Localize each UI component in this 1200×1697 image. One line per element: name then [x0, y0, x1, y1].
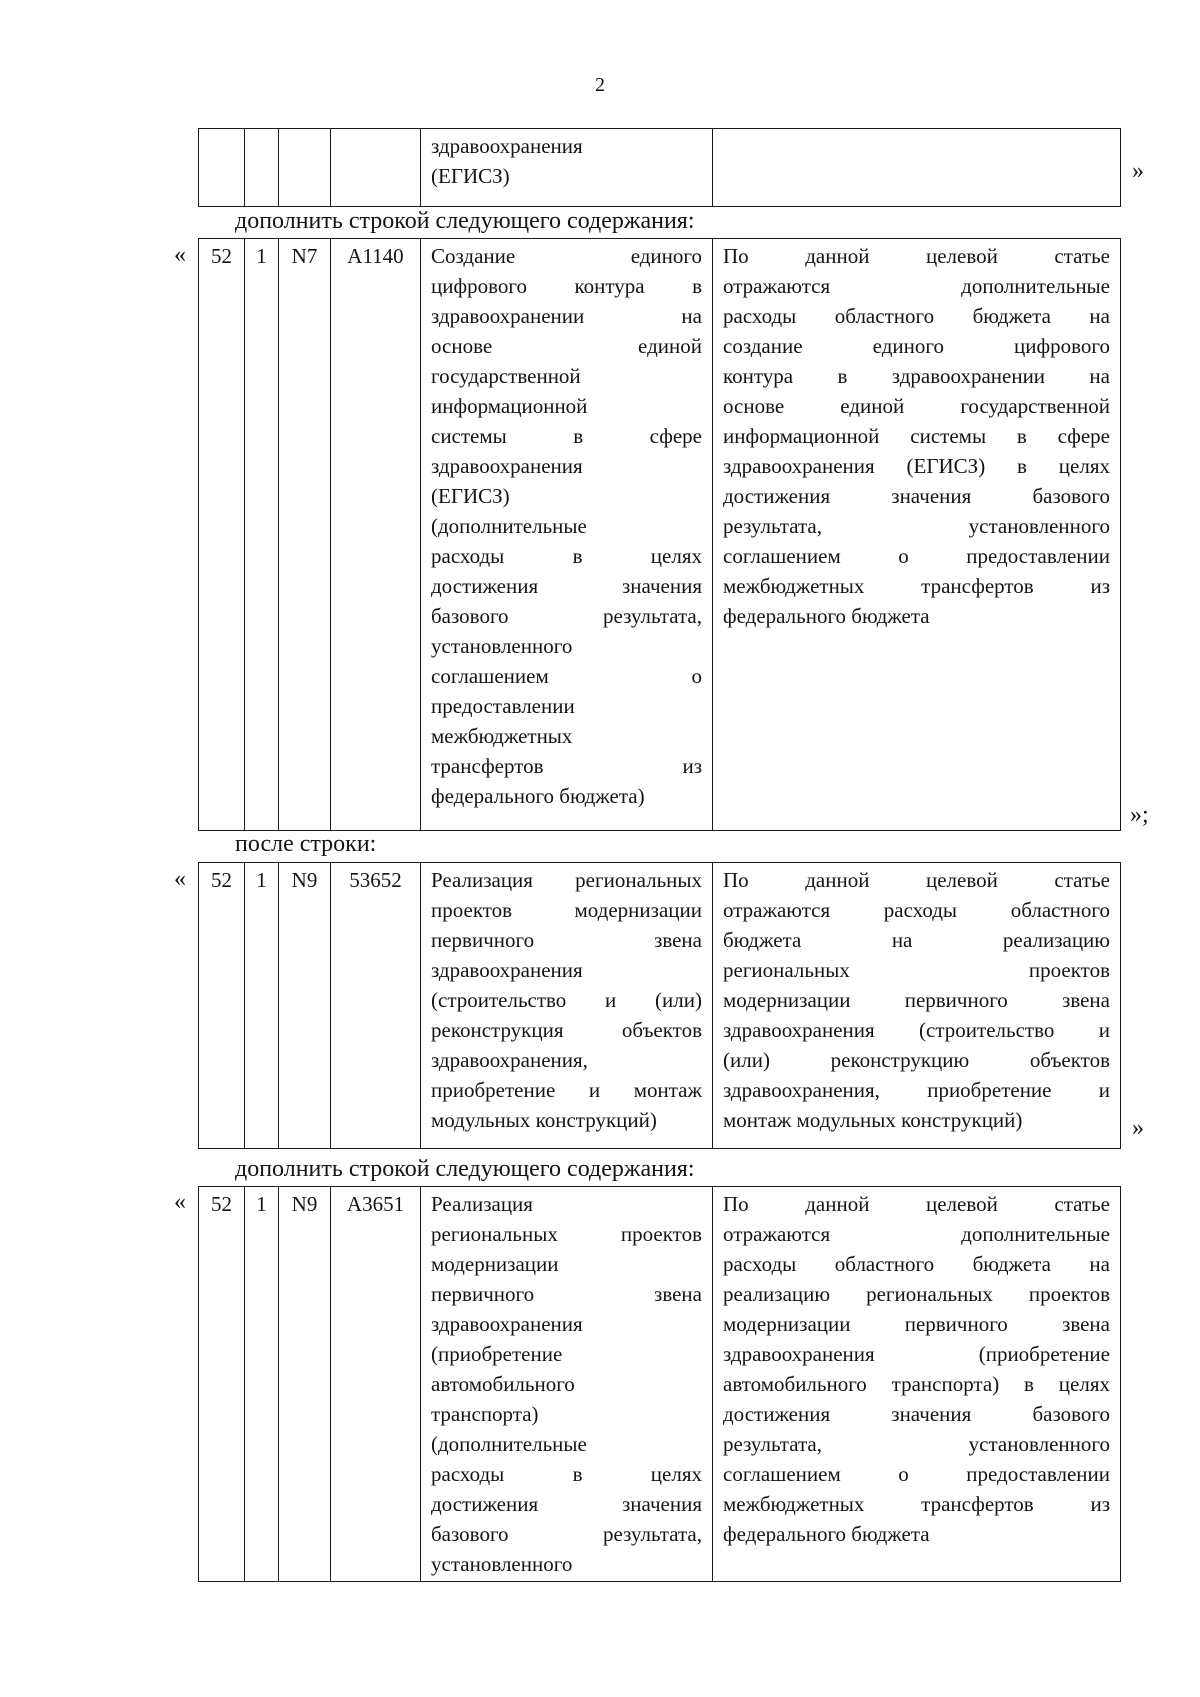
table-row-a1140	[198, 238, 1121, 831]
text-line: (строительство и (или)	[431, 988, 702, 1012]
cell-empty	[245, 129, 279, 207]
text-line: расходы в целях	[431, 544, 702, 568]
page-number: 2	[595, 74, 605, 96]
item-description-cell	[713, 239, 1121, 831]
text-line: (ЕГИСЗ)	[431, 484, 510, 508]
text-line: модернизации первичного звена	[723, 1312, 1110, 1336]
text-line: федерального бюджета	[723, 1522, 930, 1546]
text-line: здравоохранения,	[431, 1048, 588, 1072]
text-line: достижения значения базового	[723, 1402, 1110, 1426]
text-line: государственной	[431, 364, 581, 388]
text-line: федерального бюджета)	[431, 784, 645, 808]
text-line: межбюджетных трансфертов из	[723, 574, 1110, 598]
text-line: здравоохранения	[431, 1312, 583, 1336]
text-line: здравоохранении на	[431, 304, 702, 328]
text-line: создание единого цифрового	[723, 334, 1110, 358]
item-name-cell	[421, 239, 713, 831]
text-line: автомобильного	[431, 1372, 575, 1396]
code-cell: 53652	[331, 863, 421, 1149]
instruction-caption: дополнить строкой следующего содержания:	[235, 208, 695, 234]
text-line: автомобильного транспорта) в целях	[723, 1372, 1110, 1396]
instruction-caption: дополнить строкой следующего содержания:	[235, 1156, 695, 1182]
text-line: модульных конструкций)	[431, 1108, 657, 1132]
text-line: По данной целевой статье	[723, 868, 1110, 892]
text-line: расходы областного бюджета на	[723, 304, 1110, 328]
text-line: (дополнительные	[431, 514, 587, 538]
text-line: проектов модернизации	[431, 898, 702, 922]
item-description-cell	[713, 863, 1121, 1149]
text-line: здравоохранения (ЕГИСЗ) в целях	[723, 454, 1110, 478]
text-line: По данной целевой статье	[723, 1192, 1110, 1216]
text-line: цифрового контура в	[431, 274, 702, 298]
text-line: отражаются дополнительные	[723, 1222, 1110, 1246]
opening-quote: «	[174, 866, 186, 892]
code-cell: N7	[279, 239, 331, 831]
text-line: информационной системы в сфере	[723, 424, 1110, 448]
item-description-cell	[713, 1187, 1121, 1582]
text-line: здравоохранения	[431, 958, 583, 982]
code-cell: 52	[199, 239, 245, 831]
text-line: контура в здравоохранении на	[723, 364, 1110, 388]
code-cell: 52	[199, 863, 245, 1149]
continuation-name-cell	[421, 129, 713, 207]
text-line: здравоохранения	[431, 454, 583, 478]
text-line: основе единой государственной	[723, 394, 1110, 418]
text-line: (приобретение	[431, 1342, 563, 1366]
text-line: достижения значения	[431, 574, 702, 598]
text-line: результата, установленного	[723, 1432, 1110, 1456]
text-line: здравоохранения, приобретение и	[723, 1078, 1110, 1102]
table-row-53652	[198, 862, 1121, 1149]
code-cell: А3651	[331, 1187, 421, 1582]
text-line: региональных проектов	[723, 958, 1110, 982]
text-line: базового результата,	[431, 604, 702, 628]
text-line: достижения значения базового	[723, 484, 1110, 508]
text-line: (или) реконструкцию объектов	[723, 1048, 1110, 1072]
text-line: межбюджетных	[431, 724, 573, 748]
closing-quote: »	[1132, 1115, 1144, 1141]
text-line: модернизации	[431, 1252, 559, 1276]
table-row-a3651	[198, 1186, 1121, 1582]
text-line: достижения значения	[431, 1492, 702, 1516]
cell-empty	[713, 129, 1121, 207]
text-line: Реализация региональных	[431, 868, 702, 892]
text-line: здравоохранения (приобретение	[723, 1342, 1110, 1366]
code-cell: N9	[279, 863, 331, 1149]
table-continuation	[198, 128, 1121, 207]
code-cell: N9	[279, 1187, 331, 1582]
opening-quote: «	[174, 242, 186, 268]
text-line: расходы в целях	[431, 1462, 702, 1486]
text-line: транспорта)	[431, 1402, 539, 1426]
text-line: результата, установленного	[723, 514, 1110, 538]
text-line: информационной	[431, 394, 588, 418]
cell-empty	[331, 129, 421, 207]
closing-quote: »	[1132, 158, 1144, 184]
text-line: федерального бюджета	[723, 604, 930, 628]
text-line: Создание единого	[431, 244, 702, 268]
item-name-cell	[421, 1187, 713, 1582]
text-line: отражаются дополнительные	[723, 274, 1110, 298]
text-line: (ЕГИСЗ)	[431, 164, 510, 188]
text-line: первичного звена	[431, 928, 702, 952]
code-cell: А1140	[331, 239, 421, 831]
text-line: отражаются расходы областного	[723, 898, 1110, 922]
text-line: системы в сфере	[431, 424, 702, 448]
opening-quote: «	[174, 1189, 186, 1215]
text-line: установленного	[431, 1552, 573, 1576]
text-line: модернизации первичного звена	[723, 988, 1110, 1012]
text-line: здравоохранения (строительство и	[723, 1018, 1110, 1042]
text-line: установленного	[431, 634, 573, 658]
text-line: расходы областного бюджета на	[723, 1252, 1110, 1276]
text-line: межбюджетных трансфертов из	[723, 1492, 1110, 1516]
text-line: бюджета на реализацию	[723, 928, 1110, 952]
text-line: Реализация	[431, 1192, 533, 1216]
text-line: трансфертов из	[431, 754, 702, 778]
text-line: здравоохранения	[431, 134, 583, 158]
closing-quote: »;	[1130, 802, 1149, 828]
code-cell: 1	[245, 1187, 279, 1582]
text-line: соглашением о	[431, 664, 702, 688]
text-line: соглашением о предоставлении	[723, 544, 1110, 568]
text-line: приобретение и монтаж	[431, 1078, 702, 1102]
cell-empty	[279, 129, 331, 207]
text-line: реализацию региональных проектов	[723, 1282, 1110, 1306]
instruction-caption: после строки:	[235, 831, 377, 857]
text-line: (дополнительные	[431, 1432, 587, 1456]
text-line: соглашением о предоставлении	[723, 1462, 1110, 1486]
code-cell: 1	[245, 239, 279, 831]
text-line: предоставлении	[431, 694, 575, 718]
text-line: базового результата,	[431, 1522, 702, 1546]
code-cell: 52	[199, 1187, 245, 1582]
text-line: реконструкция объектов	[431, 1018, 702, 1042]
text-line: монтаж модульных конструкций)	[723, 1108, 1023, 1132]
text-line: основе единой	[431, 334, 702, 358]
text-line: первичного звена	[431, 1282, 702, 1306]
text-line: региональных проектов	[431, 1222, 702, 1246]
text-line: По данной целевой статье	[723, 244, 1110, 268]
item-name-cell	[421, 863, 713, 1149]
code-cell: 1	[245, 863, 279, 1149]
cell-empty	[199, 129, 245, 207]
